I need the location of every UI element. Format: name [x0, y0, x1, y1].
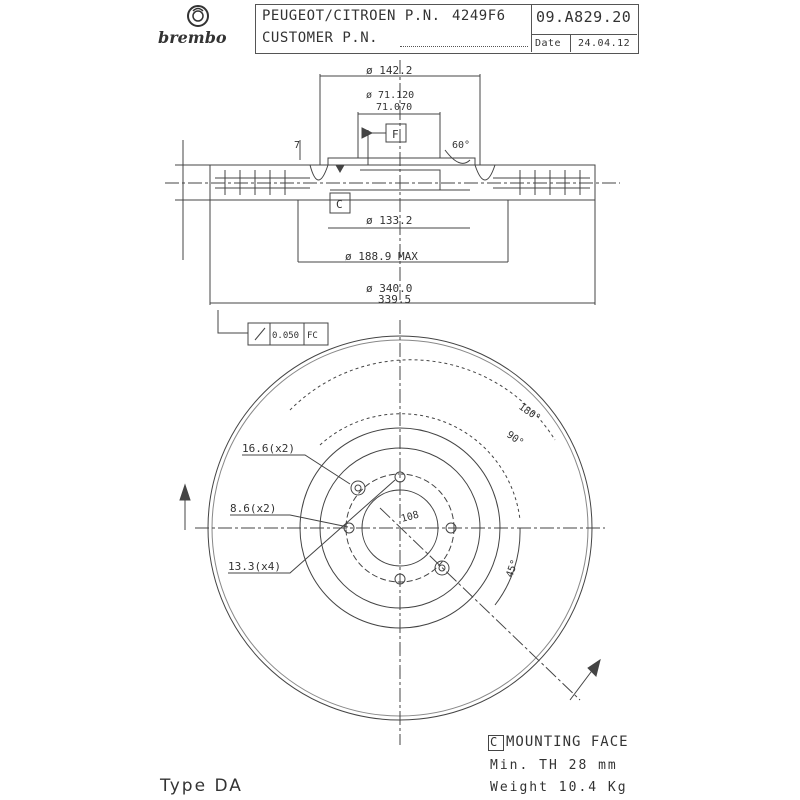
angle-180: 180°: [516, 401, 543, 425]
date-value: 24.04.12: [578, 38, 631, 49]
dim-188: ø 188.9 MAX: [345, 250, 418, 263]
hole-8-label: 8.6(x2): [230, 502, 277, 515]
hole-16-label: 16.6(x2): [242, 442, 295, 455]
dim-71b: 71.070: [376, 102, 413, 113]
hole-13-label: 13.3(x4): [228, 560, 281, 573]
part-number: 09.A829.20: [536, 8, 632, 26]
tolerance-value: 0.050: [272, 331, 300, 341]
type-label: Type DA: [160, 776, 243, 796]
dim-60-angle: 60°: [452, 140, 471, 151]
disc-face: [180, 320, 605, 745]
datum-f-label: F: [392, 128, 399, 141]
angle-90: 90°: [504, 429, 526, 449]
dim-7: 7: [294, 140, 301, 151]
mounting-face-label: MOUNTING FACE: [506, 734, 629, 750]
customer-label: CUSTOMER P.N.: [262, 30, 379, 46]
dim-340b: 339.5: [378, 293, 412, 306]
weight: Weight 10.4 Kg: [490, 780, 628, 795]
dim-71a: ø 71.120: [366, 90, 415, 101]
dim-133: ø 133.2: [366, 214, 413, 227]
mounting-key: C: [490, 735, 498, 749]
oem-label: PEUGEOT/CITROEN P.N.: [262, 8, 441, 24]
dim-340a: ø 340.0: [366, 282, 413, 295]
datum-c-label: C: [336, 198, 343, 211]
pcd-label: 108: [399, 509, 421, 525]
oem-value: 4249F6: [452, 8, 506, 24]
min-thickness: Min. TH 28 mm: [490, 758, 618, 773]
dim-142: ø 142.2: [366, 64, 413, 77]
date-label: Date: [535, 38, 562, 49]
angle-45: 45°: [504, 558, 521, 580]
brand-name: brembo: [158, 28, 227, 47]
tolerance-datum: FC: [307, 331, 318, 341]
